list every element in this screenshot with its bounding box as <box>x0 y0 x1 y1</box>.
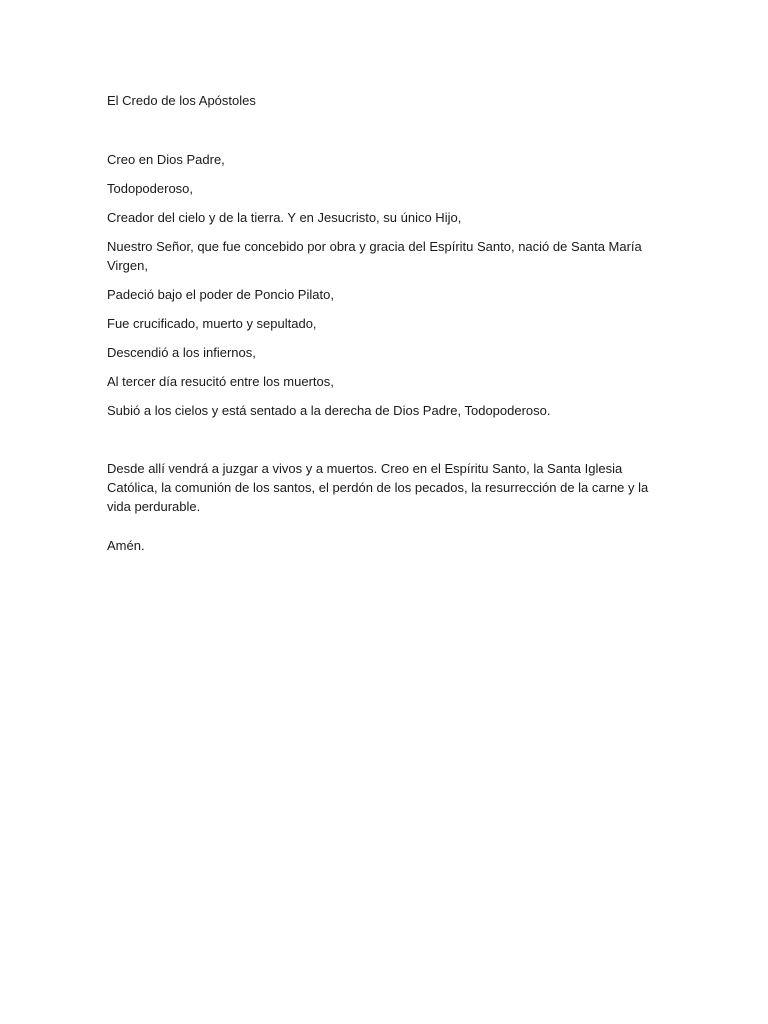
creed-line: Todopoderoso, <box>107 181 194 196</box>
creed-line: Descendió a los infiernos, <box>107 345 256 360</box>
document-title: El Credo de los Apóstoles <box>107 93 256 108</box>
creed-line: Creador del cielo y de la tierra. Y en Jesucristo, su único Hijo, <box>107 210 462 225</box>
creed-line: Al tercer día resucitó entre los muertos, <box>107 374 334 389</box>
creed-line: Fue crucificado, muerto y sepultado, <box>107 316 317 331</box>
creed-line: Subió a los cielos y está sentado a la derecha de Dios Padre, Todopoderoso. <box>107 403 551 418</box>
creed-line: Creo en Dios Padre, <box>107 152 225 167</box>
amen-line: Amén. <box>107 538 145 553</box>
creed-line: Nuestro Señor, que fue concebido por obra y gracia del Espíritu Santo, nació de Santa María Virgen, <box>107 239 642 273</box>
closing-paragraph: Desde allí vendrá a juzgar a vivos y a muertos. Creo en el Espíritu Santo, la Santa Iglesia Católica, la comunión de los santos, el perdón de los pecados, la resurrección de la carne y la vida perdurable. <box>107 461 649 514</box>
creed-line: Padeció bajo el poder de Poncio Pilato, <box>107 287 334 302</box>
